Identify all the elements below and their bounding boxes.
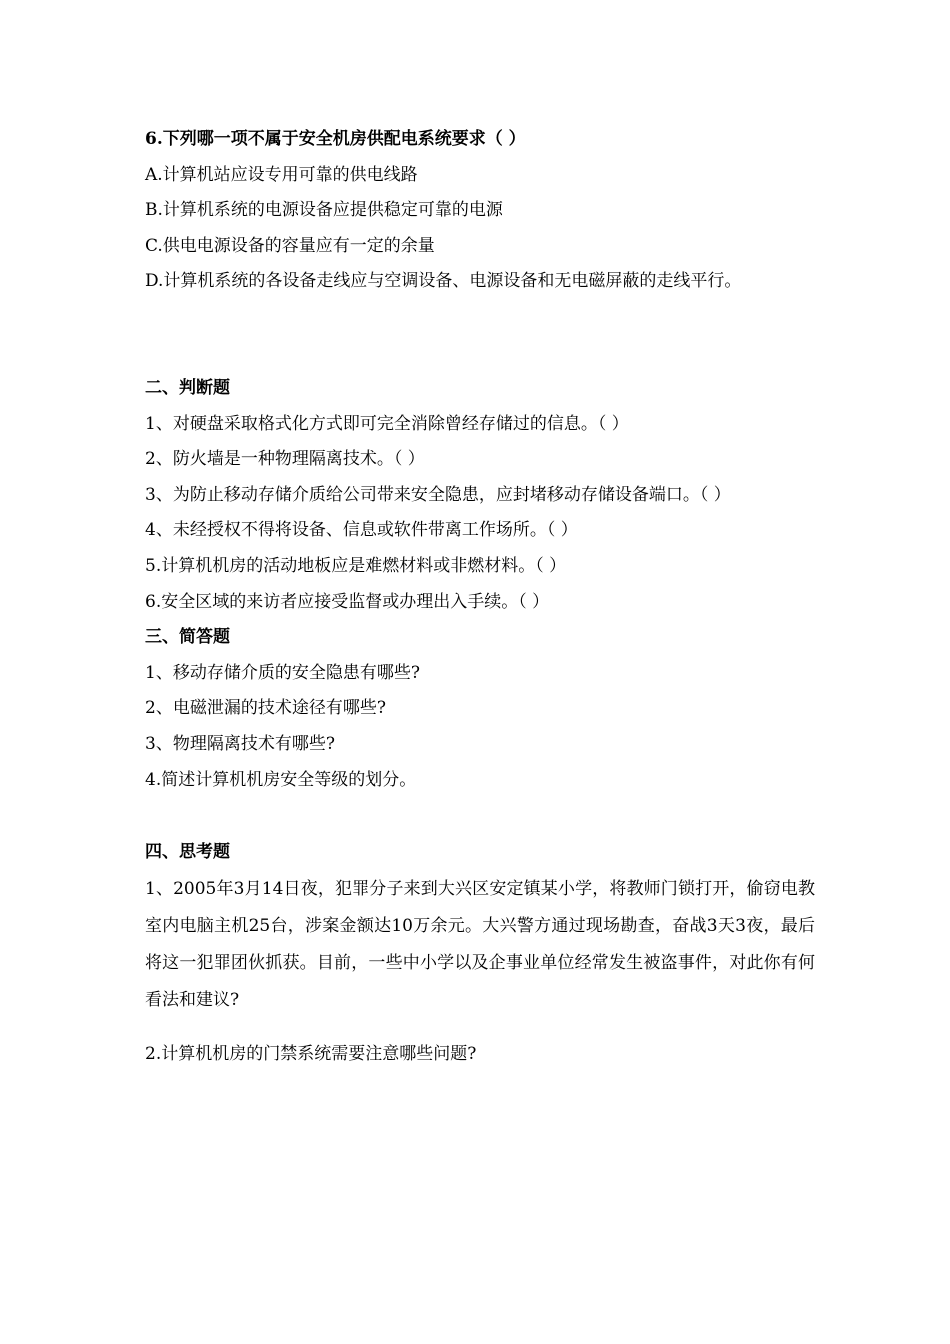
question-6-title: 6.下列哪一项不属于安全机房供配电系统要求（ ） [145,129,526,149]
true-false-item: 1、对硬盘采取格式化方式即可完全消除曾经存储过的信息。（ ） [145,413,629,434]
question-6-option-a: A.计算机站应设专用可靠的供电线路 [145,164,418,185]
question-6-option-b: B.计算机系统的电源设备应提供稳定可靠的电源 [145,200,503,221]
spacer [145,798,815,835]
thinking-question-2: 2.计算机机房的门禁系统需要注意哪些问题? [145,1043,477,1064]
document-page [145,122,815,1072]
short-answer-item: 4.简述计算机机房安全等级的划分。 [145,769,417,790]
section-2-heading: 二、判断题 [145,377,230,398]
true-false-item: 2、防火墙是一种物理隔离技术。（ ） [145,449,425,470]
spacer [145,1019,815,1037]
question-6-option-c: C.供电电源设备的容量应有一定的余量 [145,235,435,256]
true-false-item: 3、为防止移动存储介质给公司带来安全隐患，应封堵移动存储设备端口。（ ） [145,484,731,505]
short-answer-item: 3、物理隔离技术有哪些? [145,733,335,754]
spacer [145,300,815,371]
true-false-item: 4、未经授权不得将设备、信息或软件带离工作场所。（ ） [145,520,578,541]
section-3-heading: 三、简答题 [145,627,230,648]
thinking-question-1: 1、2005年3月14日夜，犯罪分子来到大兴区安定镇某小学，将教师门锁打开，偷窃电教室内电脑主机25台，涉案金额达10万余元。大兴警方通过现场勘查，奋战3天3夜，最后将这一犯罪团伙抓获。目前，一些中小学以及企事业单位经常发生被盗事件，对此你有何看法和建议? [145,878,815,1010]
true-false-item: 6.安全区域的来访者应接受监督或办理出入手续。（ ） [145,591,550,612]
short-answer-item: 1、移动存储介质的安全隐患有哪些? [145,662,420,683]
section-4-heading: 四、思考题 [145,842,230,863]
short-answer-item: 2、电磁泄漏的技术途径有哪些? [145,698,386,719]
question-6-option-d: D.计算机系统的各设备走线应与空调设备、电源设备和无电磁屏蔽的走线平行。 [145,271,742,292]
true-false-item: 5.计算机机房的活动地板应是难燃材料或非燃材料。（ ） [145,555,567,576]
